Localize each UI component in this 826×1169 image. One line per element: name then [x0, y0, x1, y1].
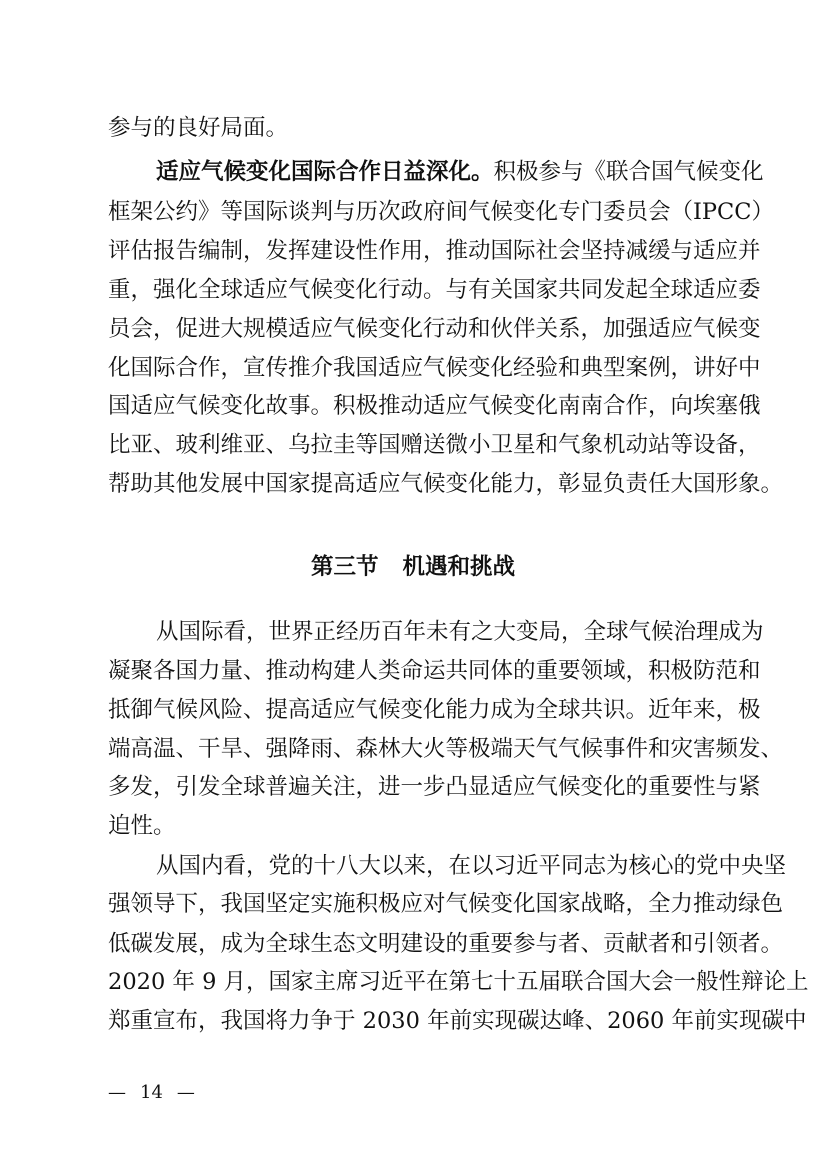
bold-lead-sentence: 适应气候变化国际合作日益深化。 — [156, 159, 494, 185]
text-line: 评估报告编制，发挥建设性作用，推动国际社会坚持减缓与适应并 — [108, 238, 761, 264]
text-line: 低碳发展，成为全球生态文明建设的重要参与者、贡献者和引领者。 — [108, 931, 784, 957]
text-line: 帮助其他发展中国家提高适应气候变化能力，彰显负责任大国形象。 — [108, 471, 784, 497]
text-line: 端高温、干旱、强降雨、森林大火等极端天气气候事件和灾害频发、 — [108, 736, 784, 762]
text-line: 员会，促进大规模适应气候变化行动和伙伴关系，加强适应气候变 — [108, 316, 761, 342]
paragraph-cooperation-first-line — [156, 157, 764, 187]
text-line: 2020 年 9 月，国家主席习近平在第七十五届联合国大会一般性辩论上 — [108, 969, 809, 995]
text-line: 框架公约》等国际谈判与历次政府间气候变化专门委员会（IPCC） — [108, 199, 774, 225]
section-title: 机遇和挑战 — [402, 554, 516, 580]
text-line: 国适应气候变化故事。积极推动适应气候变化南南合作，向埃塞俄 — [108, 393, 761, 419]
text-line: 从国际看，世界正经历百年未有之大变局，全球气候治理成为 — [156, 619, 764, 645]
dash-left: — — [108, 1082, 126, 1103]
section-number: 第三节 — [310, 554, 379, 580]
text-line: 比亚、玻利维亚、乌拉圭等国赠送微小卫星和气象机动站等设备， — [108, 432, 761, 458]
page-number: 14 — [140, 1082, 163, 1103]
paragraph-end-line: 参与的良好局面。 — [108, 115, 289, 141]
text-line: 抵御气候风险、提高适应气候变化能力成为全球共识。近年来，极 — [108, 697, 761, 723]
page-number-footer — [108, 1080, 195, 1106]
text-line: 从国内看，党的十八大以来，在以习近平同志为核心的党中央坚 — [156, 853, 787, 879]
section-heading — [0, 552, 826, 582]
text-line: 多发，引发全球普遍关注，进一步凸显适应气候变化的重要性与紧 — [108, 774, 761, 800]
text-line: 凝聚各国力量、推动构建人类命运共同体的重要领域，积极防范和 — [108, 658, 761, 684]
text-line: 强领导下，我国坚定实施积极应对气候变化国家战略，全力推动绿色 — [108, 891, 784, 917]
text-run: 积极参与《联合国气候变化 — [493, 159, 764, 185]
text-line: 迫性。 — [108, 813, 176, 839]
dash-right: — — [176, 1082, 195, 1103]
text-line: 重，强化全球适应气候变化行动。与有关国家共同发起全球适应委 — [108, 277, 761, 303]
text-line: 化国际合作，宣传推介我国适应气候变化经验和典型案例，讲好中 — [108, 355, 761, 381]
text-line: 郑重宣布，我国将力争于 2030 年前实现碳达峰、2060 年前实现碳中 — [108, 1008, 807, 1034]
